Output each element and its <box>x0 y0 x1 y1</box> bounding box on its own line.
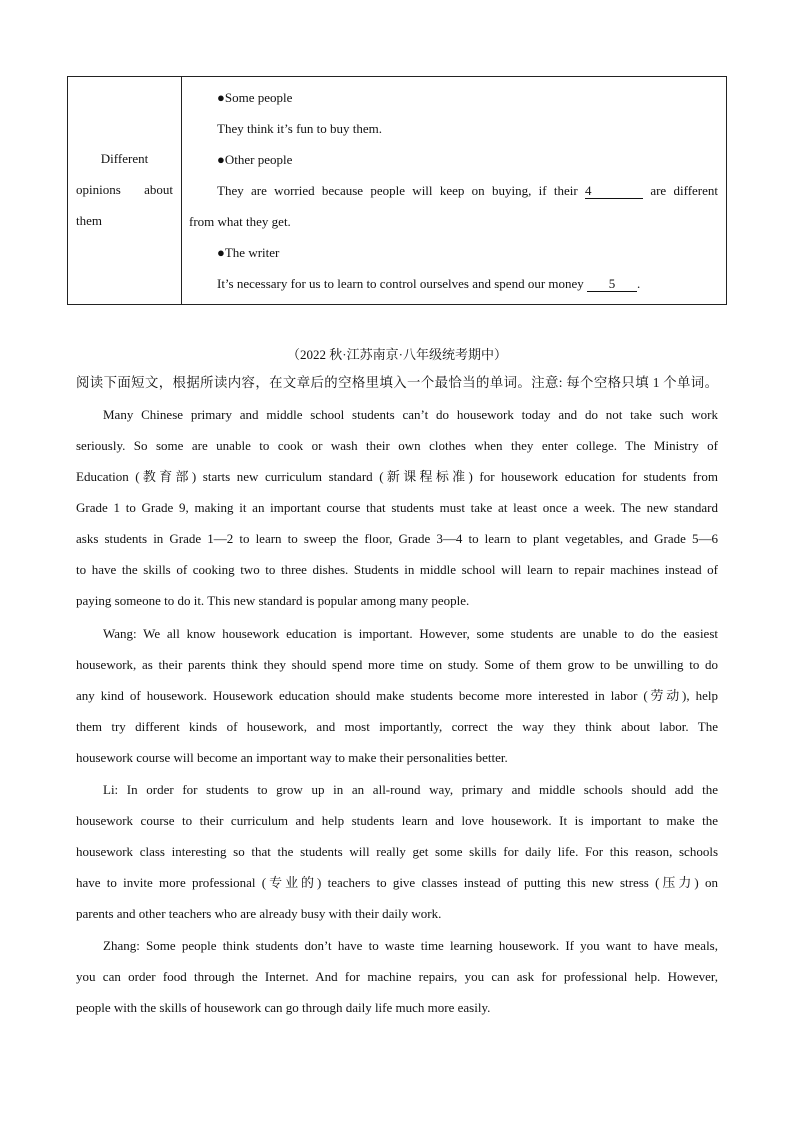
left-cell-word: about <box>144 182 173 197</box>
text-line: people with the skills of housework can go through daily life much more easily. <box>76 1000 491 1015</box>
text-line: you can order food through the Internet. And for machine repairs, you can ask for professional help. However, <box>76 969 718 984</box>
table-right-cell <box>181 77 726 304</box>
table-line: They think it’s fun to buy them. <box>217 121 383 136</box>
table-text: It’s necessary for us to learn to control ourselves and spend our money <box>217 276 584 291</box>
table-text: They are worried because people will keep on buying, if their <box>217 183 578 198</box>
table-line: ●Other people <box>217 152 293 167</box>
table-line <box>217 275 718 293</box>
text-line: Wang: We all know housework education is important. However, some students are unable to do the easiest <box>103 626 718 641</box>
table-line: from what they get. <box>189 214 291 229</box>
table-left-cell <box>68 77 181 304</box>
text-line: any kind of housework. Housework education should make students become more interested in labor (劳动), help <box>76 688 718 703</box>
text-line: housework class interesting so that the students will really get some skills for daily life. For this reason, schools <box>76 844 718 859</box>
table-line: ●The writer <box>217 245 280 260</box>
text-line: Zhang: Some people think students don’t have to waste time learning housework. If you want to have meals, <box>103 938 718 953</box>
text-line: Li: In order for students to grow up in an all-round way, primary and middle schools should add the <box>103 782 718 797</box>
table-text: . <box>637 276 641 291</box>
text-line: asks students in Grade 1—2 to learn to sweep the floor, Grade 3—4 to learn to plant vegetables, and Grade 5—6 <box>76 531 718 546</box>
text-line: paying someone to do it. This new standard is popular among many people. <box>76 593 470 608</box>
text-line: Many Chinese primary and middle school students can’t do housework today and do not take such work <box>103 407 718 422</box>
text-line: parents and other teachers who are already busy with their daily work. <box>76 906 442 921</box>
answer-blank-4[interactable]: 4 <box>585 183 643 199</box>
text-line: Grade 1 to Grade 9, making it an important course that students must take at least once a week. The new standard <box>76 500 718 515</box>
text-line: Education (教育部) starts new curriculum standard (新课程标准) for housework education for students from <box>76 469 718 484</box>
instruction: 阅读下面短文，根据所读内容，在文章后的空格里填入一个最恰当的单词。注意: 每个空格只填 1 个单词。 <box>76 375 718 390</box>
source-note: （2022 秋·江苏南京·八年级统考期中） <box>287 347 507 362</box>
table-line <box>217 182 718 200</box>
text-line: seriously. So some are unable to cook or wash their own clothes when they enter college. The Ministry of <box>76 438 718 453</box>
paragraph-4 <box>76 930 718 1023</box>
text-line: them try different kinds of housework, and most importantly, correct the way they think about labor. The <box>76 719 718 734</box>
text-line: housework course will become an important way to make their personalities better. <box>76 750 508 765</box>
paragraph-3 <box>76 774 718 929</box>
left-cell-line: them <box>76 213 102 228</box>
table-line: ●Some people <box>217 90 293 105</box>
paragraph-1 <box>76 399 718 616</box>
answer-blank-5[interactable]: 5 <box>587 276 637 292</box>
text-line: have to invite more professional (专业的) teachers to give classes instead of putting this new stress (压力) on <box>76 875 718 890</box>
left-cell-word: opinions <box>76 182 121 197</box>
text-line: to have the skills of cooking two to three dishes. Students in middle school will learn to repair machines instead of <box>76 562 718 577</box>
table-text: are different <box>650 183 719 198</box>
text-line: housework, as their parents think they should spend more time on study. Some of them grow to be unwilling to do <box>76 657 718 672</box>
paragraph-2 <box>76 618 718 773</box>
text-line: housework course to their curriculum and help students learn and love housework. It is important to make the <box>76 813 718 828</box>
left-cell-line: Different <box>100 151 149 166</box>
left-cell-line <box>76 182 173 198</box>
summary-table <box>67 76 727 305</box>
